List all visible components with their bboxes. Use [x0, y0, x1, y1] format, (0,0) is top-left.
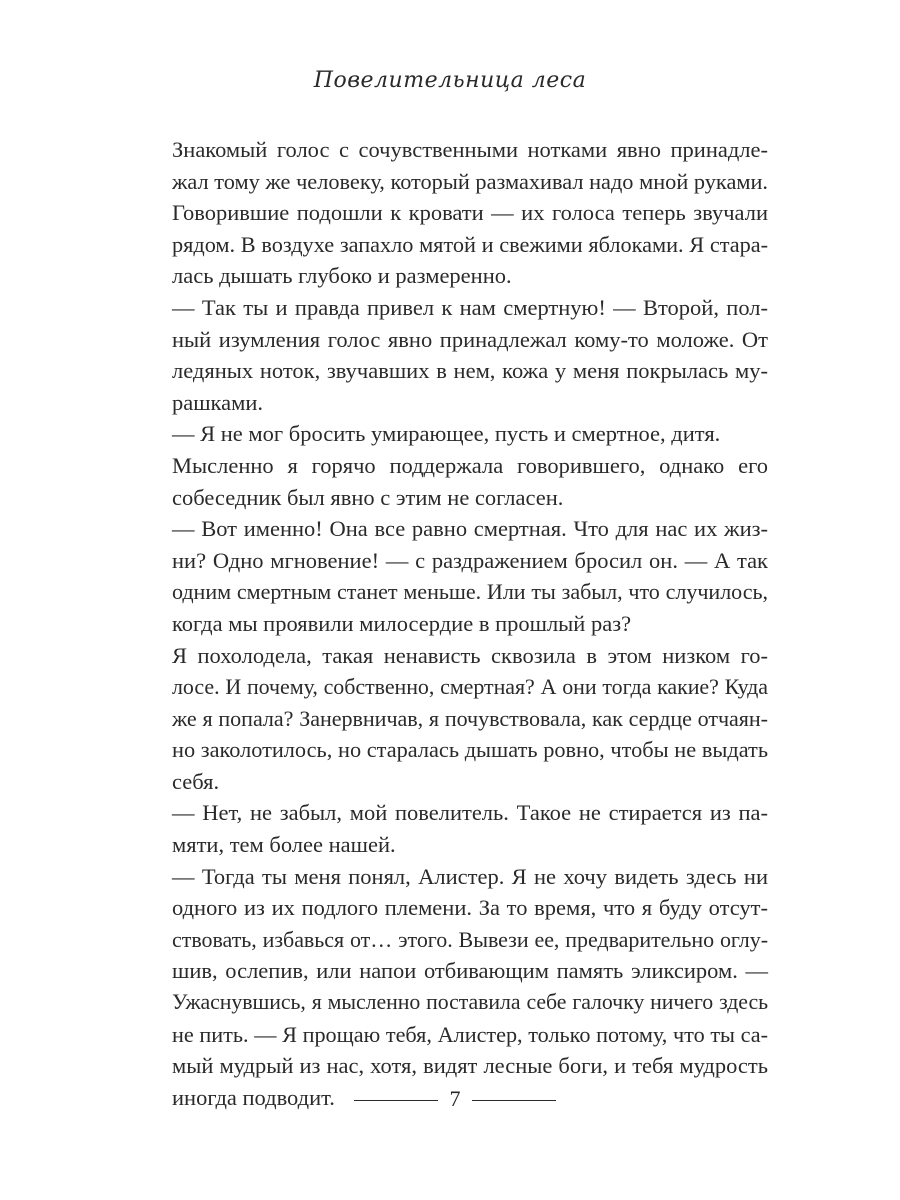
text-line: одним смертным станет меньше. Или ты забыл, что случилось,: [172, 579, 768, 605]
text-line: ни? Одно мгновение! — с раздражением бросил он. — А так: [172, 547, 768, 573]
text-line: Ужаснувшись, я мысленно поставила себе галочку ничего здесь: [172, 990, 768, 1015]
text-line: собеседник был явно с этим не согласен.: [172, 484, 564, 510]
page-number: 7: [449, 1086, 461, 1111]
text-line: жал тому же человеку, который размахивал надо мной руками.: [172, 168, 768, 194]
text-line: не пить. — Я прощаю тебя, Алистер, только потому, что ты са-: [172, 1021, 768, 1047]
text-line: — Нет, не забыл, мой повелитель. Такое не стирается из па-: [172, 800, 768, 826]
folio-rule-right: [472, 1100, 556, 1101]
text-line: рядом. В воздухе запахло мятой и свежими яблоками. Я стара-: [172, 231, 768, 257]
body-text: [172, 134, 768, 1113]
text-line: рашками.: [172, 389, 264, 415]
page-folio: [0, 1088, 900, 1118]
text-line: когда мы проявили милосердие в прошлый раз?: [172, 610, 632, 636]
text-line: мяти, тем более нашей.: [172, 832, 396, 858]
text-line: — Тогда ты меня понял, Алистер. Я не хочу видеть здесь ни: [172, 863, 768, 889]
text-line: ный изумления голос явно принадлежал кому-то моложе. От: [172, 326, 768, 352]
folio-rule-left: [354, 1100, 438, 1101]
text-line: шив, ослепив, или напои отбивающим память эликсиром. —: [172, 958, 768, 984]
text-line: но заколотилось, но старалась дышать ровно, чтобы не выдать: [172, 737, 768, 763]
text-line: иногда подводит.: [172, 1084, 335, 1110]
text-line: Говорившие подошли к кровати — их голоса теперь звучали: [172, 200, 768, 226]
text-line: одного из их подлого племени. За то время, что я буду отсут-: [172, 895, 768, 921]
text-line: же я попала? Занервничав, я почувствовала, как сердце отчаян-: [172, 705, 768, 731]
text-line: Мысленно я горячо поддержала говорившего, однако его: [172, 452, 768, 478]
text-line: лосе. И почему, собственно, смертная? А они тогда какие? Куда: [172, 674, 768, 700]
text-line: себя.: [172, 768, 220, 794]
text-line: — Я не мог бросить умирающее, пусть и смертное, дитя.: [172, 421, 721, 447]
text-line: ствовать, избавься от… этого. Вывези ее, предварительно оглу-: [172, 926, 768, 952]
text-line: Я похолодела, такая ненависть сквозила в этом низком го-: [172, 642, 768, 668]
text-line: — Вот именно! Она все равно смертная. Что для нас их жиз-: [172, 516, 768, 542]
text-line: ледяных ноток, звучавших в нем, кожа у меня покрылась му-: [172, 358, 768, 384]
text-line: — Так ты и правда привел к нам смертную! — Второй, пол-: [172, 294, 768, 320]
running-head: Повелительница леса: [313, 68, 587, 93]
text-line: мый мудрый из нас, хотя, видят лесные боги, и тебя мудрость: [172, 1053, 768, 1079]
text-line: Знакомый голос с сочувственными нотками явно принадле-: [172, 137, 768, 162]
text-line: лась дышать глубоко и размеренно.: [172, 263, 512, 289]
